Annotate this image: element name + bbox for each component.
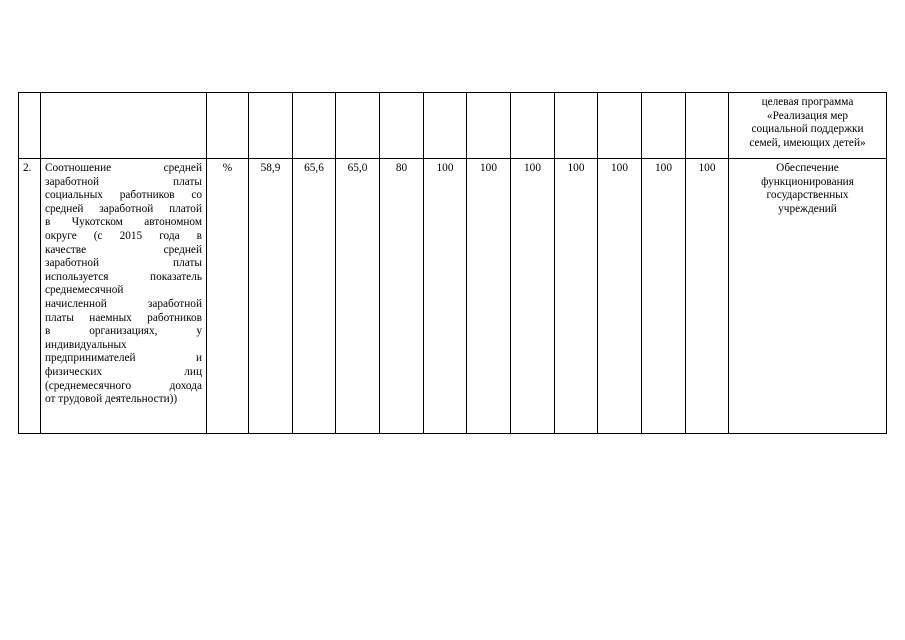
- note-line: семей, имеющих детей»: [749, 136, 866, 149]
- value-cell: [293, 93, 336, 159]
- indicators-table: [18, 92, 887, 434]
- description-line: физических лиц: [45, 365, 202, 378]
- program-note-cell: [729, 159, 887, 434]
- value-cell: 100: [642, 159, 686, 434]
- description-line: индивидуальных: [45, 338, 127, 351]
- description-line: средней заработной платой: [45, 202, 202, 215]
- indicator-description-cell: [41, 93, 207, 159]
- note-line: «Реализация мер: [766, 109, 849, 122]
- description-line: платы наемных работников: [45, 311, 202, 324]
- description-line: заработной платы: [45, 175, 202, 188]
- description-line: округе (с 2015 года в: [45, 229, 202, 242]
- value-cell: 65,0: [336, 159, 380, 434]
- indicator-description-cell: [41, 159, 207, 434]
- value-cell: [467, 93, 511, 159]
- value-cell: 80: [380, 159, 424, 434]
- description-line: заработной платы: [45, 257, 202, 270]
- value-cell: 100: [511, 159, 555, 434]
- value-cell: 100: [598, 159, 642, 434]
- description-line: (среднемесячного дохода: [45, 379, 202, 392]
- value-cell: [642, 93, 686, 159]
- value-cell: [555, 93, 598, 159]
- value-cell: [598, 93, 642, 159]
- description-line: в организациях, у: [45, 325, 202, 338]
- value-cell: 100: [467, 159, 511, 434]
- note-line: государственных: [766, 189, 849, 202]
- description-line: Соотношение средней: [45, 162, 202, 174]
- note-line: целевая программа: [761, 96, 854, 108]
- value-cell: [424, 93, 467, 159]
- row-number-cell: [19, 93, 41, 159]
- value-cell: 100: [686, 159, 729, 434]
- description-line: качестве средней: [45, 243, 202, 256]
- note-line: социальной поддержки: [751, 123, 864, 136]
- value-cell: 58,9: [249, 159, 293, 434]
- description-line: среднемесячной: [45, 284, 124, 297]
- unit-cell: [207, 93, 249, 159]
- row-number-cell: 2.: [19, 159, 41, 434]
- value-cell: [336, 93, 380, 159]
- value-cell: [686, 93, 729, 159]
- table-row: [19, 93, 887, 159]
- value-cell: 100: [424, 159, 467, 434]
- value-cell: 100: [555, 159, 598, 434]
- program-note-cell: [729, 93, 887, 159]
- description-line: используется показатель: [45, 270, 202, 283]
- note-line: функционирования: [761, 175, 854, 188]
- description-line: предпринимателей и: [45, 352, 202, 365]
- description-line: от трудовой деятельности)): [45, 393, 178, 406]
- description-line: в Чукотском автономном: [45, 216, 202, 229]
- value-cell: 65,6: [293, 159, 336, 434]
- value-cell: [249, 93, 293, 159]
- unit-cell: %: [207, 159, 249, 434]
- note-line: учреждений: [778, 202, 837, 215]
- value-cell: [380, 93, 424, 159]
- note-line: Обеспечение: [776, 162, 839, 174]
- description-line: социальных работников со: [45, 189, 202, 202]
- description-line: начисленной заработной: [45, 297, 202, 310]
- value-cell: [511, 93, 555, 159]
- table-row: [19, 159, 887, 434]
